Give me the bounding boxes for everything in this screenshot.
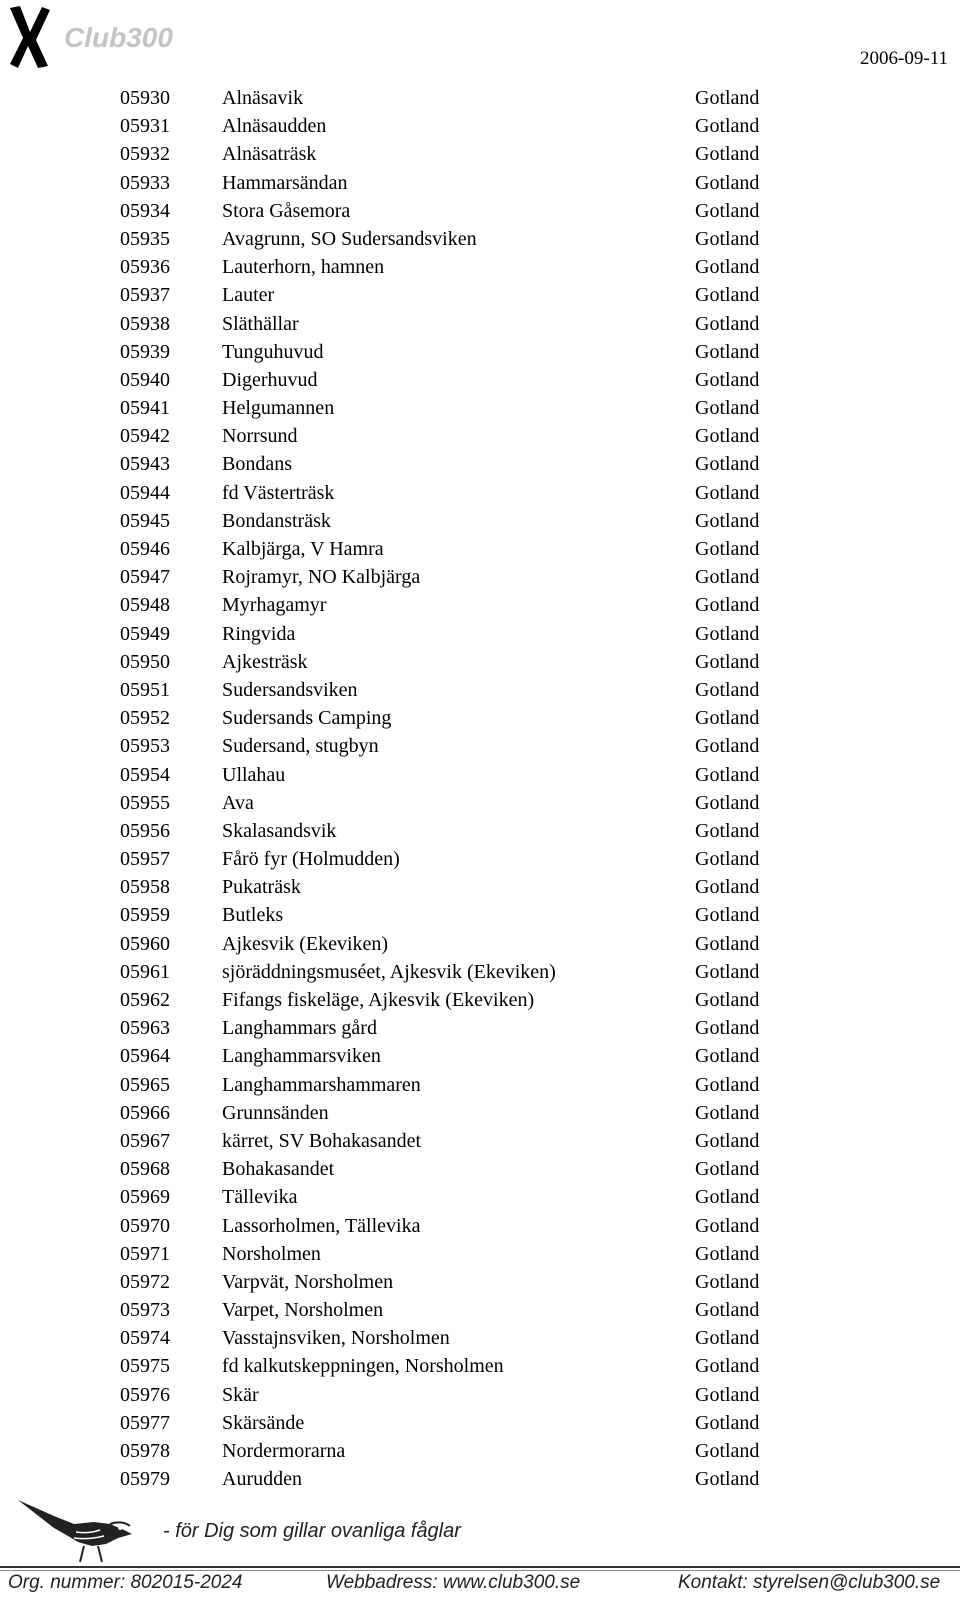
list-item — [0, 732, 960, 760]
site-code: 05935 — [120, 227, 170, 250]
list-item — [0, 1155, 960, 1183]
list-item — [0, 648, 960, 676]
site-name: Langhammarsviken — [222, 1045, 381, 1068]
site-code: 05938 — [120, 312, 170, 335]
site-code: 05937 — [120, 284, 170, 307]
list-item — [0, 873, 960, 901]
site-code: 05958 — [120, 876, 170, 899]
site-region: Gotland — [695, 1411, 760, 1434]
list-item — [0, 197, 960, 225]
list-item — [0, 845, 960, 873]
site-region: Gotland — [695, 312, 760, 335]
site-region: Gotland — [695, 622, 760, 645]
site-code: 05944 — [120, 481, 170, 504]
site-name: Skär — [222, 1383, 259, 1406]
list-item — [0, 535, 960, 563]
list-item — [0, 1212, 960, 1240]
site-name: Langhammarshammaren — [222, 1073, 421, 1096]
site-name: Bondansträsk — [222, 509, 331, 532]
site-code: 05941 — [120, 397, 170, 420]
site-code: 05933 — [120, 171, 170, 194]
list-item — [0, 1183, 960, 1211]
site-code: 05953 — [120, 735, 170, 758]
site-name: sjöräddningsmuséet, Ajkesvik (Ekeviken) — [222, 960, 556, 983]
site-region: Gotland — [695, 960, 760, 983]
site-name: Ava — [222, 791, 254, 814]
footer-divider-thin — [0, 1570, 960, 1571]
document-date: 2006-09-11 — [860, 48, 948, 69]
site-name: Ullahau — [222, 763, 286, 786]
site-code: 05959 — [120, 904, 170, 927]
list-item — [0, 394, 960, 422]
site-name: Släthällar — [222, 312, 299, 335]
site-name: Alnäsaudden — [222, 115, 327, 138]
site-name: Ajkesvik (Ekeviken) — [222, 932, 389, 955]
site-code: 05945 — [120, 509, 170, 532]
list-item — [0, 1042, 960, 1070]
list-item — [0, 112, 960, 140]
list-item — [0, 1014, 960, 1042]
site-region: Gotland — [695, 1045, 760, 1068]
list-item — [0, 1465, 960, 1493]
site-code: 05947 — [120, 566, 170, 589]
site-region: Gotland — [695, 87, 760, 109]
site-name: Helgumannen — [222, 397, 335, 420]
list-item — [0, 620, 960, 648]
site-region: Gotland — [695, 1440, 760, 1462]
list-item — [0, 676, 960, 704]
site-region: Gotland — [695, 650, 760, 673]
list-item — [0, 591, 960, 619]
site-region: Gotland — [695, 1242, 760, 1265]
site-code: 05964 — [120, 1045, 170, 1068]
list-item — [0, 901, 960, 929]
site-code: 05969 — [120, 1186, 170, 1209]
list-item — [0, 507, 960, 535]
list-item — [0, 1240, 960, 1268]
site-region: Gotland — [695, 594, 760, 617]
footer-tagline: - för Dig som gillar ovanliga fåglar — [163, 1520, 461, 1542]
site-name: Lauter — [222, 284, 275, 307]
site-name: fd kalkutskeppningen, Norsholmen — [222, 1355, 504, 1378]
list-item — [0, 281, 960, 309]
site-region: Gotland — [695, 1383, 760, 1406]
site-name: Varpvät, Norsholmen — [222, 1270, 394, 1293]
list-item — [0, 140, 960, 168]
site-code: 05951 — [120, 678, 170, 701]
site-region: Gotland — [695, 566, 760, 589]
list-item — [0, 986, 960, 1014]
site-region: Gotland — [695, 199, 760, 222]
list-item — [0, 310, 960, 338]
site-region: Gotland — [695, 425, 760, 448]
site-name: Digerhuvud — [222, 368, 318, 391]
site-code: 05936 — [120, 256, 170, 279]
site-code: 05943 — [120, 453, 170, 476]
list-item — [0, 450, 960, 478]
site-name: Sudersandsviken — [222, 678, 358, 701]
site-region: Gotland — [695, 1299, 760, 1322]
site-name: Fårö fyr (Holmudden) — [222, 848, 400, 871]
site-region: Gotland — [695, 1355, 760, 1378]
site-name: Tunguhuvud — [222, 340, 324, 363]
site-code: 05972 — [120, 1270, 170, 1293]
list-item — [0, 761, 960, 789]
site-code: 05942 — [120, 425, 170, 448]
site-region: Gotland — [695, 876, 760, 899]
site-code: 05976 — [120, 1383, 170, 1406]
site-name: Skalasandsvik — [222, 819, 337, 842]
site-region: Gotland — [695, 848, 760, 871]
site-code: 05963 — [120, 1017, 170, 1040]
site-name: Grunnsänden — [222, 1101, 329, 1124]
list-item — [0, 1437, 960, 1465]
site-name: Alnäsavik — [222, 87, 304, 109]
site-code: 05977 — [120, 1411, 170, 1434]
site-code: 05940 — [120, 368, 170, 391]
site-code: 05954 — [120, 763, 170, 786]
site-name: Lauterhorn, hamnen — [222, 256, 385, 279]
site-name: Sudersands Camping — [222, 707, 392, 730]
site-region: Gotland — [695, 284, 760, 307]
site-name: Bohakasandet — [222, 1158, 335, 1181]
site-region: Gotland — [695, 340, 760, 363]
site-region: Gotland — [695, 707, 760, 730]
list-item — [0, 1324, 960, 1352]
site-code: 05961 — [120, 960, 170, 983]
footer-org-number: Org. nummer: 802015-2024 — [8, 1572, 243, 1593]
site-name: Ringvida — [222, 622, 296, 645]
site-code: 05949 — [120, 622, 170, 645]
site-code: 05966 — [120, 1101, 170, 1124]
site-region: Gotland — [695, 932, 760, 955]
site-region: Gotland — [695, 1073, 760, 1096]
site-name: Rojramyr, NO Kalbjärga — [222, 566, 421, 589]
list-item — [0, 1381, 960, 1409]
site-code: 05962 — [120, 989, 170, 1011]
site-code: 05968 — [120, 1158, 170, 1181]
site-region: Gotland — [695, 481, 760, 504]
site-name: Bondans — [222, 453, 292, 476]
site-name: Avagrunn, SO Sudersandsviken — [222, 227, 477, 250]
site-region: Gotland — [695, 1327, 760, 1350]
site-region: Gotland — [695, 791, 760, 814]
site-name: Lassorholmen, Tällevika — [222, 1214, 421, 1237]
site-code: 05931 — [120, 115, 170, 138]
site-code: 05973 — [120, 1299, 170, 1322]
site-code: 05960 — [120, 932, 170, 955]
site-code: 05971 — [120, 1242, 170, 1265]
list-item — [0, 479, 960, 507]
site-name: Vasstajnsviken, Norsholmen — [222, 1327, 450, 1350]
site-region: Gotland — [695, 678, 760, 701]
site-region: Gotland — [695, 397, 760, 420]
site-region: Gotland — [695, 1129, 760, 1152]
site-region: Gotland — [695, 256, 760, 279]
site-region: Gotland — [695, 1186, 760, 1209]
site-region: Gotland — [695, 538, 760, 560]
site-code: 05939 — [120, 340, 170, 363]
site-name: Myrhagamyr — [222, 594, 327, 617]
list-item — [0, 817, 960, 845]
site-name: Alnäsaträsk — [222, 143, 317, 166]
site-code: 05979 — [120, 1468, 170, 1491]
site-code: 05946 — [120, 538, 170, 560]
site-name: Butleks — [222, 904, 284, 927]
site-name: fd Västerträsk — [222, 481, 335, 504]
list-item — [0, 366, 960, 394]
site-code: 05955 — [120, 791, 170, 814]
site-region: Gotland — [695, 1158, 760, 1181]
site-name: Stora Gåsemora — [222, 199, 351, 222]
site-name: kärret, SV Bohakasandet — [222, 1129, 422, 1152]
site-region: Gotland — [695, 819, 760, 842]
list-item — [0, 958, 960, 986]
list-item — [0, 225, 960, 253]
list-item — [0, 1352, 960, 1380]
site-code: 05948 — [120, 594, 170, 617]
site-code: 05934 — [120, 199, 170, 222]
site-region: Gotland — [695, 368, 760, 391]
x-mark-icon — [6, 4, 56, 70]
site-code: 05956 — [120, 819, 170, 842]
logo-text: Club300 — [64, 22, 173, 53]
site-code: 05957 — [120, 848, 170, 871]
site-region: Gotland — [695, 171, 760, 194]
site-code: 05930 — [120, 87, 170, 109]
list-item — [0, 704, 960, 732]
site-region: Gotland — [695, 143, 760, 166]
site-code: 05967 — [120, 1129, 170, 1152]
site-code: 05975 — [120, 1355, 170, 1378]
site-code: 05974 — [120, 1327, 170, 1350]
site-code: 05978 — [120, 1440, 170, 1462]
list-item — [0, 84, 960, 112]
footer-web-address: Webbadress: www.club300.se — [326, 1572, 581, 1593]
list-item — [0, 930, 960, 958]
site-region: Gotland — [695, 735, 760, 758]
list-item — [0, 1268, 960, 1296]
site-name: Varpet, Norsholmen — [222, 1299, 384, 1322]
site-region: Gotland — [695, 763, 760, 786]
site-name: Ajkesträsk — [222, 650, 308, 673]
site-name: Aurudden — [222, 1468, 302, 1491]
site-region: Gotland — [695, 1214, 760, 1237]
site-code: 05952 — [120, 707, 170, 730]
site-name: Tällevika — [222, 1186, 298, 1209]
footer-divider — [0, 1566, 960, 1568]
site-name: Fifangs fiskeläge, Ajkesvik (Ekeviken) — [222, 989, 535, 1011]
list-item — [0, 422, 960, 450]
site-name: Norrsund — [222, 425, 298, 448]
footer-contact: Kontakt: styrelsen@club300.se — [678, 1572, 941, 1593]
site-region: Gotland — [695, 1270, 760, 1293]
list-item — [0, 1071, 960, 1099]
site-region: Gotland — [695, 1017, 760, 1040]
site-name: Langhammars gård — [222, 1017, 377, 1040]
site-region: Gotland — [695, 115, 760, 138]
site-name: Skärsände — [222, 1411, 305, 1434]
list-item — [0, 338, 960, 366]
club300-logo — [6, 4, 206, 70]
list-item — [0, 1409, 960, 1437]
site-name: Sudersand, stugbyn — [222, 735, 379, 758]
site-name: Kalbjärga, V Hamra — [222, 538, 384, 560]
site-region: Gotland — [695, 1101, 760, 1124]
list-item — [0, 789, 960, 817]
site-name: Pukaträsk — [222, 876, 301, 899]
list-item — [0, 253, 960, 281]
list-item — [0, 1296, 960, 1324]
list-item — [0, 169, 960, 197]
list-item — [0, 1127, 960, 1155]
site-list — [0, 84, 960, 1493]
list-item — [0, 563, 960, 591]
site-code: 05950 — [120, 650, 170, 673]
site-name: Hammarsändan — [222, 171, 348, 194]
site-name: Norsholmen — [222, 1242, 321, 1265]
site-code: 05932 — [120, 143, 170, 166]
site-code: 05965 — [120, 1073, 170, 1096]
site-name: Nordermorarna — [222, 1440, 346, 1462]
site-region: Gotland — [695, 1468, 760, 1491]
site-region: Gotland — [695, 904, 760, 927]
list-item — [0, 1099, 960, 1127]
site-region: Gotland — [695, 227, 760, 250]
site-region: Gotland — [695, 509, 760, 532]
bird-icon — [14, 1494, 164, 1564]
site-region: Gotland — [695, 453, 760, 476]
site-code: 05970 — [120, 1214, 170, 1237]
site-region: Gotland — [695, 989, 760, 1011]
